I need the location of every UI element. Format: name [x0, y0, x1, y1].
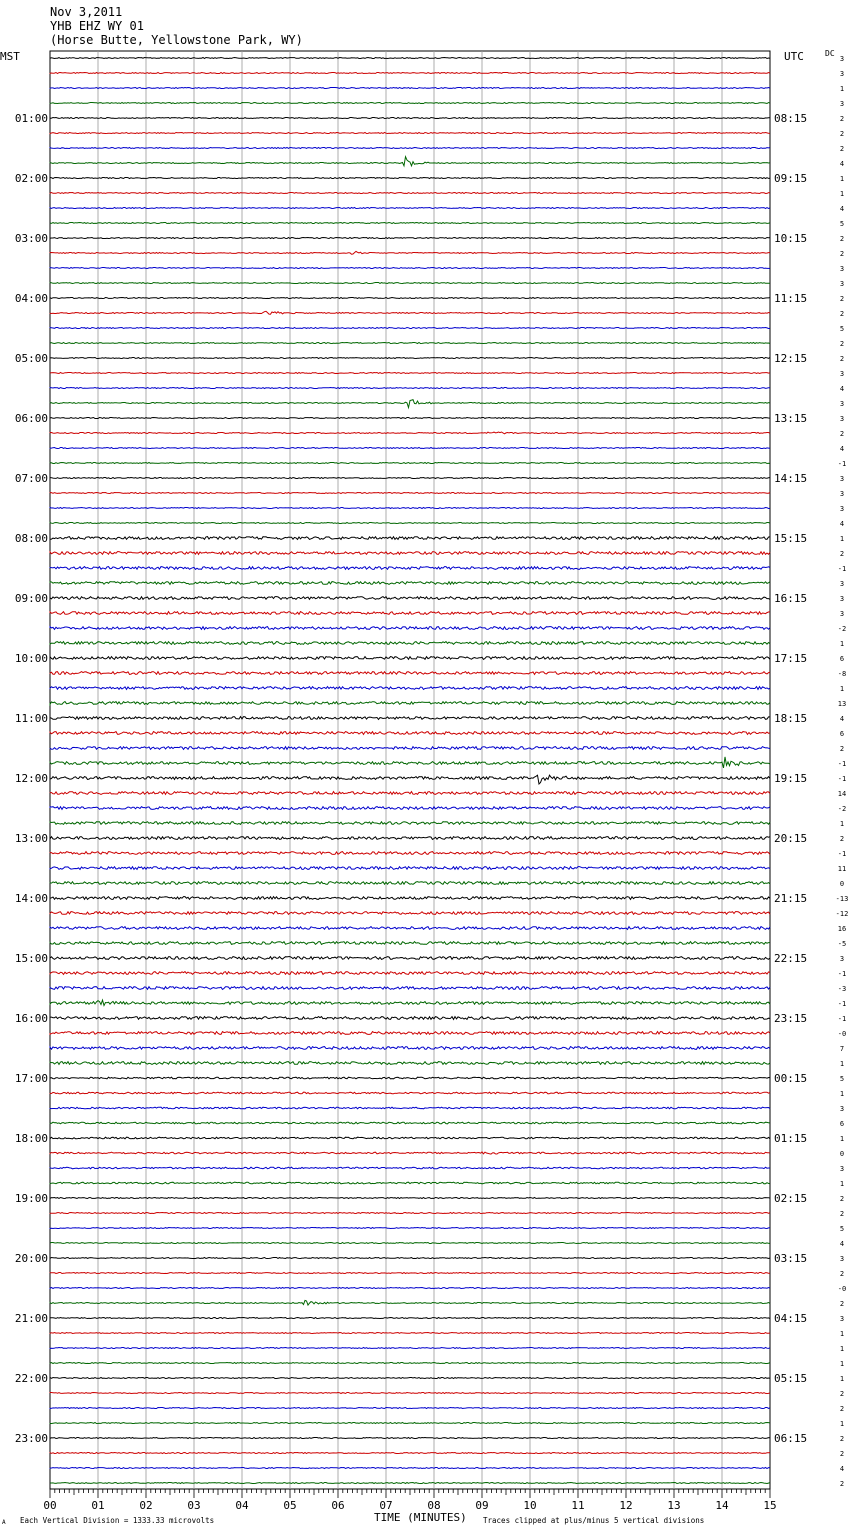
dc-offset-value: 3 — [839, 280, 845, 288]
trace-line — [50, 193, 770, 194]
utc-hour-label: 23:15 — [774, 1012, 808, 1025]
utc-hour-label: 17:15 — [774, 652, 808, 665]
dc-offset-value: -12 — [835, 910, 849, 918]
corner-mark: A — [2, 1519, 6, 1526]
trace-line — [50, 178, 770, 179]
utc-hour-label: 06:15 — [774, 1432, 808, 1445]
trace-line — [50, 1423, 770, 1424]
trace-line — [50, 358, 770, 359]
dc-offset-value: 14 — [837, 790, 847, 798]
utc-hour-label: 14:15 — [774, 472, 808, 485]
mst-hour-label: 14:00 — [14, 892, 48, 905]
mst-hour-label: 13:00 — [14, 832, 48, 845]
dc-offset-value: 3 — [839, 595, 845, 603]
trace-line — [50, 1318, 770, 1319]
trace-line — [50, 757, 770, 768]
trace-line — [50, 867, 770, 870]
dc-offset-value: 1 — [839, 640, 845, 648]
dc-offset-value: 4 — [839, 160, 845, 168]
dc-offset-value: 5 — [839, 1075, 845, 1083]
dc-offset-value: 2 — [839, 340, 845, 348]
dc-offset-value: 4 — [839, 715, 845, 723]
mst-hour-label: 06:00 — [14, 412, 48, 425]
trace-line — [50, 972, 770, 975]
dc-offset-value: 1 — [839, 1420, 845, 1428]
trace-line — [50, 1000, 770, 1005]
utc-hour-label: 10:15 — [774, 232, 808, 245]
utc-hour-label: 03:15 — [774, 1252, 808, 1265]
dc-offset-value: 3 — [839, 370, 845, 378]
utc-hour-label: 00:15 — [774, 1072, 808, 1085]
trace-line — [50, 238, 770, 239]
right-timezone-label: UTC — [784, 50, 804, 63]
trace-line — [50, 463, 770, 464]
x-tick-label: 02 — [139, 1499, 153, 1512]
dc-offset-value: 3 — [839, 415, 845, 423]
dc-offset-value: 13 — [837, 700, 847, 708]
x-tick-label: 05 — [283, 1499, 297, 1512]
utc-hour-label: 15:15 — [774, 532, 808, 545]
trace-line — [50, 1122, 770, 1124]
trace-line — [50, 792, 770, 795]
trace-line — [50, 1198, 770, 1199]
trace-line — [50, 418, 770, 419]
dc-offset-value: 4 — [839, 205, 845, 213]
mst-hour-label: 04:00 — [14, 292, 48, 305]
dc-offset-value: -1 — [837, 970, 847, 978]
mst-hour-label: 02:00 — [14, 172, 48, 185]
dc-offset-value: -1 — [837, 565, 847, 573]
x-tick-label: 06 — [331, 1499, 345, 1512]
dc-offset-value: -8 — [837, 670, 847, 678]
trace-line — [50, 268, 770, 269]
dc-offset-value: -1 — [837, 850, 847, 858]
trace-line — [50, 1258, 770, 1259]
trace-line — [50, 687, 770, 690]
trace-line — [50, 493, 770, 494]
dc-offset-value: 3 — [839, 1165, 845, 1173]
dc-offset-value: 3 — [839, 55, 845, 63]
mst-hour-label: 22:00 — [14, 1372, 48, 1385]
mst-hour-label: 01:00 — [14, 112, 48, 125]
mst-hour-label: 12:00 — [14, 772, 48, 785]
mst-hour-label: 16:00 — [14, 1012, 48, 1025]
trace-line — [50, 508, 770, 509]
station-location: (Horse Butte, Yellowstone Park, WY) — [50, 33, 303, 47]
utc-hour-label: 02:15 — [774, 1192, 808, 1205]
trace-line — [50, 1032, 770, 1035]
dc-offset-value: 5 — [839, 325, 845, 333]
trace-line — [50, 1092, 770, 1094]
dc-offset-value: -1 — [837, 1000, 847, 1008]
trace-line — [50, 1438, 770, 1439]
trace-line — [50, 552, 770, 555]
trace-line — [50, 148, 770, 149]
dc-offset-value: 4 — [839, 1465, 845, 1473]
trace-line — [50, 822, 770, 825]
trace-line — [50, 478, 770, 479]
dc-offset-value: 2 — [839, 430, 845, 438]
trace-line — [50, 1483, 770, 1484]
dc-offset-value: 6 — [839, 730, 845, 738]
trace-line — [50, 672, 770, 675]
dc-offset-value: 3 — [839, 1105, 845, 1113]
trace-line — [50, 208, 770, 209]
dc-offset-value: 2 — [839, 355, 845, 363]
dc-offset-value: 1 — [839, 1345, 845, 1353]
dc-offset-value: 0 — [839, 880, 845, 888]
x-tick-label: 15 — [763, 1499, 777, 1512]
station-code: YHB EHZ WY 01 — [50, 19, 144, 33]
dc-offset-value: -1 — [837, 460, 847, 468]
dc-offset-value: 3 — [839, 1255, 845, 1263]
dc-offset-value: 2 — [839, 1480, 845, 1488]
trace-line — [50, 1468, 770, 1469]
dc-offset-value: -2 — [837, 625, 847, 633]
dc-offset-value: 6 — [839, 1120, 845, 1128]
dc-offset-value: 11 — [837, 865, 847, 873]
x-axis-label: TIME (MINUTES) — [374, 1511, 467, 1524]
trace-line — [50, 1228, 770, 1229]
x-tick-label: 04 — [235, 1499, 249, 1512]
trace-line — [50, 1107, 770, 1109]
dc-offset-value: -13 — [835, 895, 849, 903]
dc-offset-value: 1 — [839, 535, 845, 543]
dc-offset-value: 4 — [839, 445, 845, 453]
dc-offset-value: 3 — [839, 580, 845, 588]
mst-hour-label: 10:00 — [14, 652, 48, 665]
trace-line — [50, 537, 770, 540]
x-tick-label: 11 — [571, 1499, 585, 1512]
dc-offset-value: 2 — [839, 1450, 845, 1458]
trace-line — [50, 1288, 770, 1289]
trace-line — [50, 1213, 770, 1214]
dc-offset-value: 2 — [839, 295, 845, 303]
dc-offset-value: 6 — [839, 655, 845, 663]
trace-line — [50, 732, 770, 735]
mst-hour-label: 18:00 — [14, 1132, 48, 1145]
trace-line — [50, 103, 770, 104]
utc-hour-label: 05:15 — [774, 1372, 808, 1385]
trace-line — [50, 298, 770, 299]
mst-hour-label: 08:00 — [14, 532, 48, 545]
dc-offset-value: 2 — [839, 1195, 845, 1203]
dc-offset-value: 1 — [839, 1360, 845, 1368]
dc-offset-value: 3 — [839, 100, 845, 108]
mst-hour-label: 23:00 — [14, 1432, 48, 1445]
dc-offset-value: 2 — [839, 235, 845, 243]
dc-offset-value: -1 — [837, 760, 847, 768]
utc-hour-label: 12:15 — [774, 352, 808, 365]
trace-line — [50, 567, 770, 570]
trace-line — [50, 88, 770, 89]
dc-offset-value: 3 — [839, 1315, 845, 1323]
utc-hour-label: 22:15 — [774, 952, 808, 965]
x-tick-label: 12 — [619, 1499, 633, 1512]
trace-line — [50, 807, 770, 810]
trace-line — [50, 852, 770, 855]
x-tick-label: 08 — [427, 1499, 441, 1512]
trace-line — [50, 717, 770, 720]
trace-line — [50, 957, 770, 960]
utc-hour-label: 11:15 — [774, 292, 808, 305]
scale-note: Each Vertical Division = 1333.33 microvolts — [20, 1516, 215, 1525]
dc-offset-value: 2 — [839, 310, 845, 318]
dc-offset-value: 0 — [839, 1150, 845, 1158]
mst-hour-label: 21:00 — [14, 1312, 48, 1325]
trace-line — [50, 432, 770, 434]
dc-offset-value: -0 — [837, 1030, 847, 1038]
dc-offset-value: 2 — [839, 1300, 845, 1308]
utc-hour-label: 19:15 — [774, 772, 808, 785]
trace-line — [50, 657, 770, 660]
dc-offset-value: -5 — [837, 940, 847, 948]
dc-offset-value: 3 — [839, 505, 845, 513]
dc-offset-value: 7 — [839, 1045, 845, 1053]
utc-hour-label: 21:15 — [774, 892, 808, 905]
dc-offset-value: 3 — [839, 265, 845, 273]
mst-hour-label: 05:00 — [14, 352, 48, 365]
dc-offset-value: -2 — [837, 805, 847, 813]
dc-offset-value: 5 — [839, 1225, 845, 1233]
x-tick-label: 01 — [91, 1499, 105, 1512]
utc-hour-label: 13:15 — [774, 412, 808, 425]
dc-offset-value: 3 — [839, 490, 845, 498]
trace-line — [50, 328, 770, 329]
x-tick-label: 00 — [43, 1499, 57, 1512]
x-tick-label: 03 — [187, 1499, 201, 1512]
trace-line — [50, 942, 770, 945]
dc-offset-value: 2 — [839, 550, 845, 558]
mst-hour-label: 11:00 — [14, 712, 48, 725]
x-tick-label: 14 — [715, 1499, 729, 1512]
trace-line — [50, 1393, 770, 1394]
trace-line — [50, 118, 770, 119]
dc-offset-value: 5 — [839, 220, 845, 228]
x-tick-label: 13 — [667, 1499, 681, 1512]
dc-offset-value: 2 — [839, 1405, 845, 1413]
x-tick-label: 10 — [523, 1499, 537, 1512]
trace-line — [50, 1408, 770, 1409]
trace-line — [50, 642, 770, 645]
mst-hour-label: 07:00 — [14, 472, 48, 485]
dc-offset-value: -1 — [837, 775, 847, 783]
trace-line — [50, 897, 770, 900]
utc-hour-label: 04:15 — [774, 1312, 808, 1325]
dc-offset-value: -1 — [837, 1015, 847, 1023]
dc-offset-value: 1 — [839, 1330, 845, 1338]
trace-line — [50, 1182, 770, 1184]
dc-offset-value: 2 — [839, 130, 845, 138]
trace-line — [50, 157, 770, 166]
trace-line — [50, 311, 770, 314]
dc-offset-value: 1 — [839, 685, 845, 693]
utc-hour-label: 20:15 — [774, 832, 808, 845]
trace-line — [50, 343, 770, 344]
dc-offset-value: 1 — [839, 820, 845, 828]
trace-line — [50, 400, 770, 408]
trace-line — [50, 837, 770, 840]
dc-offset-value: 16 — [837, 925, 847, 933]
dc-offset-value: 1 — [839, 1135, 845, 1143]
dc-offset-value: 2 — [839, 1435, 845, 1443]
trace-line — [50, 223, 770, 224]
trace-line — [50, 1077, 770, 1079]
utc-hour-label: 18:15 — [774, 712, 808, 725]
trace-line — [50, 1167, 770, 1169]
trace-line — [50, 1363, 770, 1364]
trace-line — [50, 1243, 770, 1244]
trace-line — [50, 612, 770, 615]
dc-offset-value: 1 — [839, 1375, 845, 1383]
dc-offset-value: 1 — [839, 1060, 845, 1068]
trace-line — [50, 1348, 770, 1349]
trace-line — [50, 1300, 770, 1305]
dc-offset-value: -0 — [837, 1285, 847, 1293]
mst-hour-label: 20:00 — [14, 1252, 48, 1265]
trace-line — [50, 1453, 770, 1454]
trace-line — [50, 987, 770, 990]
dc-offset-value: 1 — [839, 175, 845, 183]
dc-offset-value: 4 — [839, 385, 845, 393]
trace-line — [50, 702, 770, 705]
trace-line — [50, 927, 770, 930]
trace-line — [50, 1378, 770, 1379]
dc-offset-value: 3 — [839, 475, 845, 483]
dc-offset-value: 4 — [839, 1240, 845, 1248]
mst-hour-label: 19:00 — [14, 1192, 48, 1205]
trace-line — [50, 1137, 770, 1139]
trace-line — [50, 58, 770, 59]
trace-line — [50, 582, 770, 585]
trace-line — [50, 448, 770, 449]
mst-hour-label: 15:00 — [14, 952, 48, 965]
trace-line — [50, 1152, 770, 1154]
trace-line — [50, 73, 770, 74]
trace-line — [50, 627, 770, 630]
clip-note: Traces clipped at plus/minus 5 vertical divisions — [483, 1516, 705, 1525]
trace-line — [50, 373, 770, 374]
dc-offset-value: 3 — [839, 955, 845, 963]
trace-line — [50, 1047, 770, 1050]
trace-line — [50, 1017, 770, 1020]
dc-offset-value: 2 — [839, 1270, 845, 1278]
trace-line — [50, 747, 770, 750]
dc-offset-header: DC — [825, 49, 835, 58]
x-tick-label: 07 — [379, 1499, 393, 1512]
utc-hour-label: 08:15 — [774, 112, 808, 125]
dc-offset-value: -3 — [837, 985, 847, 993]
dc-offset-value: 2 — [839, 835, 845, 843]
trace-line — [50, 523, 770, 524]
utc-hour-label: 16:15 — [774, 592, 808, 605]
dc-offset-value: 1 — [839, 1180, 845, 1188]
mst-hour-label: 09:00 — [14, 592, 48, 605]
trace-line — [50, 133, 770, 134]
trace-line — [50, 1062, 770, 1065]
trace-line — [50, 1273, 770, 1274]
mst-hour-label: 17:00 — [14, 1072, 48, 1085]
trace-line — [50, 775, 770, 784]
dc-offset-value: 1 — [839, 85, 845, 93]
dc-offset-value: 2 — [839, 1210, 845, 1218]
dc-offset-value: 3 — [839, 610, 845, 618]
utc-hour-label: 09:15 — [774, 172, 808, 185]
dc-offset-value: 2 — [839, 145, 845, 153]
dc-offset-value: 1 — [839, 190, 845, 198]
trace-line — [50, 1333, 770, 1334]
x-tick-label: 09 — [475, 1499, 489, 1512]
trace-line — [50, 597, 770, 600]
dc-offset-value: 2 — [839, 115, 845, 123]
left-timezone-label: MST — [0, 50, 20, 63]
mst-hour-label: 03:00 — [14, 232, 48, 245]
trace-line — [50, 912, 770, 915]
utc-hour-label: 01:15 — [774, 1132, 808, 1145]
trace-line — [50, 251, 770, 254]
dc-offset-value: 3 — [839, 70, 845, 78]
dc-offset-value: 4 — [839, 520, 845, 528]
trace-line — [50, 388, 770, 389]
dc-offset-value: 2 — [839, 745, 845, 753]
plot-date: Nov 3,2011 — [50, 5, 123, 19]
trace-line — [50, 283, 770, 284]
dc-offset-value: 3 — [839, 400, 845, 408]
trace-line — [50, 882, 770, 885]
dc-offset-value: 2 — [839, 1390, 845, 1398]
dc-offset-value: 2 — [839, 250, 845, 258]
dc-offset-value: 1 — [839, 1090, 845, 1098]
